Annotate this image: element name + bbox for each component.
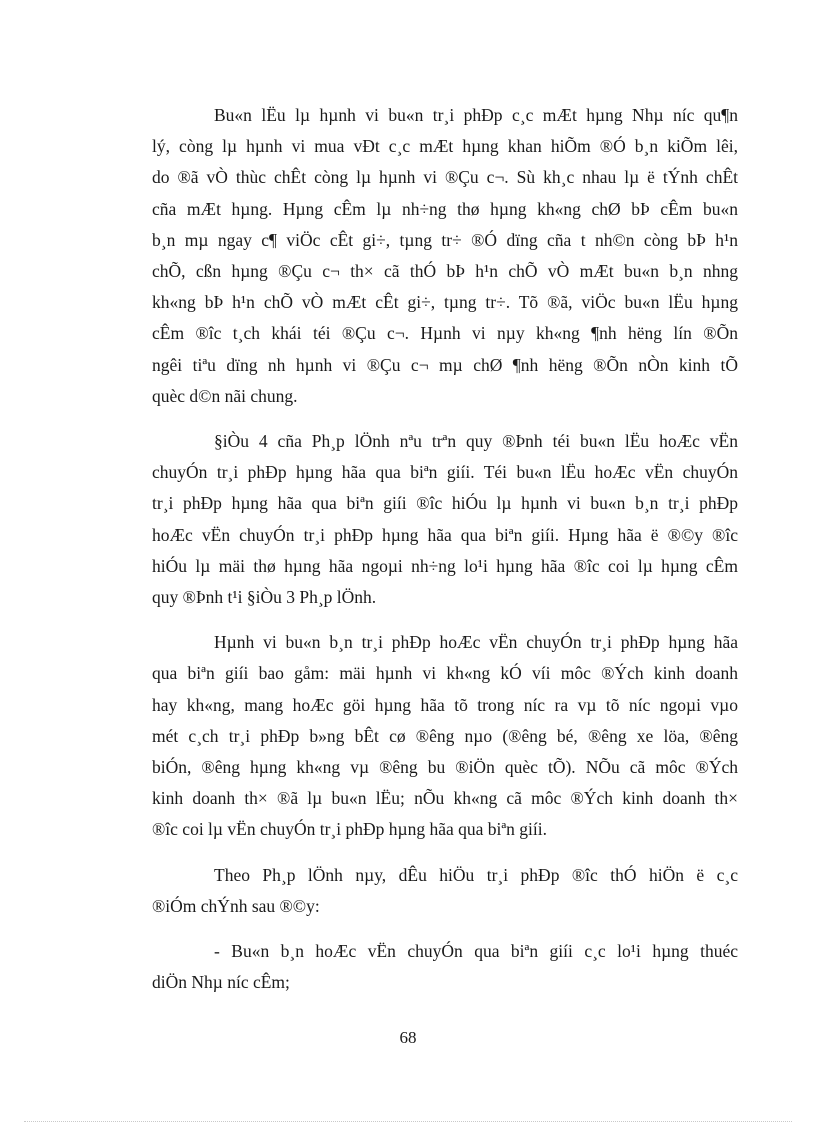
text-line: chuyÓn tr¸i phÐp hµng hãa qua biªn giíi. Téi bu«n lËu hoÆc vËn chuyÓn bbox=[152, 462, 738, 483]
page-number: 68 bbox=[399, 1028, 417, 1047]
text-line: - Bu«n b¸n hoÆc vËn chuyÓn qua biªn giíi c¸c lo¹i hµng thuéc bbox=[214, 941, 738, 962]
text-line: ®îc coi lµ vËn chuyÓn tr¸i phÐp hµng hãa qua biªn giíi. bbox=[152, 819, 548, 840]
footer-divider bbox=[24, 1121, 792, 1122]
text-line: hiÓu lµ mäi thø hµng hãa ngoµi nh÷ng lo¹i hµng hãa ®îc coi lµ hµng cÊm bbox=[152, 555, 738, 576]
paragraph-2 bbox=[152, 426, 738, 613]
text-line: hoÆc vËn chuyÓn tr¸i phÐp hµng hãa qua biªn giíi. Hµng hãa ë ®©y ®îc bbox=[152, 524, 738, 545]
paragraph-4 bbox=[152, 860, 738, 922]
text-line: biÓn, ®êng hµng kh«ng vµ ®êng bu ®iÖn quèc tÕ). NÕu cã môc ®Ých bbox=[152, 757, 738, 778]
text-line: cña mÆt hµng. Hµng cÊm lµ nh÷ng thø hµng kh«ng chØ bÞ cÊm bu«n bbox=[152, 198, 738, 219]
text-line: chÕ, cßn hµng ®Çu c¬ th× cã thÓ bÞ h¹n chÕ vÒ mÆt bu«n b¸n nhng bbox=[152, 261, 738, 282]
paragraph-3 bbox=[152, 627, 738, 845]
text-line: Bu«n lËu lµ hµnh vi bu«n tr¸i phÐp c¸c mÆt hµng Nhµ níc qu¶n bbox=[214, 105, 738, 125]
page-body bbox=[152, 100, 738, 1012]
text-line: do ®ã vÒ thùc chÊt còng lµ hµnh vi ®Çu c¬. Sù kh¸c nhau lµ ë tÝnh chÊt bbox=[152, 167, 738, 188]
text-line: kh«ng bÞ h¹n chÕ vÒ mÆt cÊt gi÷, tµng tr÷. Tõ ®ã, viÖc bu«n lËu hµng bbox=[152, 292, 738, 313]
text-line: diÖn Nhµ níc cÊm; bbox=[152, 972, 290, 993]
text-line: §iÒu 4 cña Ph¸p lÖnh nªu trªn quy ®Þnh téi bu«n lËu hoÆc vËn bbox=[214, 431, 738, 452]
text-line: Theo Ph¸p lÖnh nµy, dÊu hiÖu tr¸i phÐp ®îc thÓ hiÖn ë c¸c bbox=[214, 864, 738, 885]
text-line: cÊm ®îc t¸ch khái téi ®Çu c¬. Hµnh vi nµy kh«ng ¶nh hëng lín ®Õn bbox=[152, 323, 738, 344]
text-line: mét c¸ch tr¸i phÐp b»ng bÊt cø ®êng nµo (®êng bé, ®êng xe löa, ®êng bbox=[152, 725, 738, 746]
text-line: Hµnh vi bu«n b¸n tr¸i phÐp hoÆc vËn chuyÓn tr¸i phÐp hµng hãa bbox=[214, 632, 738, 653]
text-line: lý, còng lµ hµnh vi mua vÐt c¸c mÆt hµng khan hiÕm ®Ó b¸n kiÕm lêi, bbox=[152, 136, 738, 157]
text-line: quy ®Þnh t¹i §iÒu 3 Ph¸p lÖnh. bbox=[152, 587, 377, 608]
text-line: qua biªn giíi bao gåm: mäi hµnh vi kh«ng kÓ víi môc ®Ých kinh doanh bbox=[152, 663, 738, 684]
text-line: kinh doanh th× ®ã lµ bu«n lËu; nÕu kh«ng cã môc ®Ých kinh doanh th× bbox=[152, 788, 738, 809]
text-line: hay kh«ng, mang hoÆc göi hµng hãa tõ trong níc ra vµ tõ níc ngoµi vµo bbox=[152, 694, 738, 715]
text-line: ®iÓm chÝnh sau ®©y: bbox=[152, 895, 320, 916]
text-line: b¸n mµ ngay c¶ viÖc cÊt gi÷, tµng tr÷ ®Ó dïng cña t nh©n còng bÞ h¹n bbox=[152, 229, 738, 250]
text-line: tr¸i phÐp hµng hãa qua biªn giíi ®îc hiÓu lµ hµnh vi bu«n b¸n tr¸i phÐp bbox=[152, 493, 738, 514]
text-line: ngêi tiªu dïng nh hµnh vi ®Çu c¬ mµ chØ ¶nh hëng ®Õn nÒn kinh tÕ bbox=[152, 354, 738, 375]
list-item bbox=[152, 936, 738, 998]
text-line: quèc d©n nãi chung. bbox=[152, 385, 298, 406]
paragraph-1 bbox=[152, 100, 738, 412]
